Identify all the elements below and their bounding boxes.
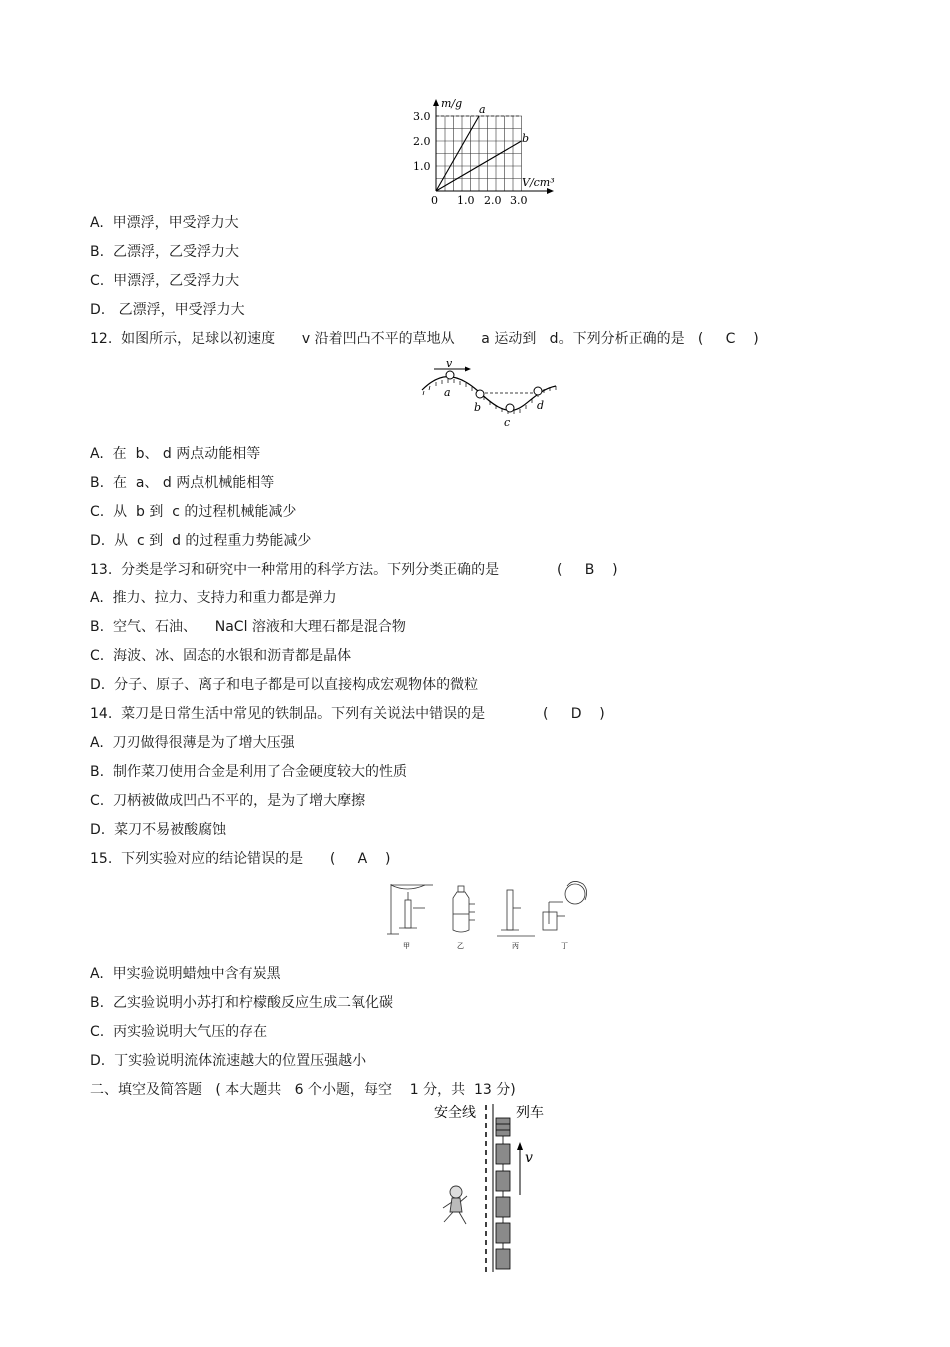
graph-grid — [436, 116, 522, 191]
c-label: c — [504, 416, 511, 429]
train-velocity-arrowhead — [517, 1142, 523, 1150]
q15-option-b: B. 乙实验说明小苏打和柠檬酸反应生成二氧化碳 — [90, 995, 393, 1011]
train-safety-figure — [430, 1100, 555, 1275]
q12-option-a: A. 在 b、 d 两点动能相等 — [90, 446, 261, 462]
mass-volume-graph — [410, 96, 570, 208]
origin-label: 0 — [431, 194, 438, 207]
q12-option-b: B. 在 a、 d 两点机械能相等 — [90, 475, 275, 491]
football-terrain-figure — [418, 358, 563, 430]
q13-option-c: C. 海波、冰、固态的水银和沥青都是晶体 — [90, 648, 352, 664]
experiment-jia — [387, 884, 433, 934]
a-label: a — [444, 386, 451, 399]
graph-svg — [410, 96, 570, 208]
v-label: v — [446, 358, 453, 370]
experiment-yi — [453, 886, 475, 932]
q12-stem: 12. 如图所示，足球以初速度 v 沿着凹凸不平的草地从 a 运动到 d。下列分析正确的是 ( C ) — [90, 331, 759, 347]
experiment-ding — [543, 881, 587, 930]
line-b-label: b — [522, 132, 530, 145]
q11-option-d: D. 乙漂浮，甲受浮力大 — [90, 302, 245, 318]
ding-label: 丁 — [561, 942, 568, 950]
experiment-bing — [497, 890, 535, 936]
q11-option-a: A. 甲漂浮，甲受浮力大 — [90, 215, 239, 231]
q14-option-d: D. 菜刀不易被酸腐蚀 — [90, 822, 227, 838]
ball-c — [506, 404, 514, 412]
ball-a — [446, 371, 454, 379]
train-label: 列车 — [516, 1105, 544, 1121]
q15-option-c: C. 丙实验说明大气压的存在 — [90, 1024, 268, 1040]
y-axis-label: m/g — [441, 97, 463, 110]
y-tick: 3.0 — [413, 110, 431, 123]
train-svg — [430, 1100, 555, 1275]
line-a-label: a — [479, 103, 486, 116]
d-label: d — [537, 399, 545, 412]
q13-option-a: A. 推力、拉力、支持力和重力都是弹力 — [90, 590, 337, 606]
q14-option-c: C. 刀柄被做成凹凸不平的，是为了增大摩擦 — [90, 793, 366, 809]
bing-label: 丙 — [512, 942, 519, 950]
q13-option-b: B. 空气、石油、 NaCl 溶液和大理石都是混合物 — [90, 619, 406, 635]
q12-option-c: C. 从 b 到 c 的过程机械能减少 — [90, 504, 297, 520]
x-tick: 1.0 — [457, 194, 475, 207]
q15-stem: 15. 下列实验对应的结论错误的是 ( A ) — [90, 851, 391, 867]
train-v-label: v — [525, 1150, 533, 1166]
y-tick: 2.0 — [413, 135, 431, 148]
safety-line-label: 安全线 — [434, 1105, 476, 1121]
yi-label: 乙 — [457, 942, 464, 950]
y-arrow — [433, 99, 439, 106]
q13-option-d: D. 分子、原子、离子和电子都是可以直接构成宏观物体的微粒 — [90, 677, 479, 693]
experiments-figure — [385, 878, 595, 950]
x-axis-label: V/cm³ — [522, 176, 555, 189]
experiments-svg — [385, 878, 595, 950]
b-label: b — [474, 401, 482, 414]
ball-d — [534, 387, 542, 395]
q13-stem: 13. 分类是学习和研究中一种常用的科学方法。下列分类正确的是 ( B ) — [90, 562, 618, 578]
jia-label: 甲 — [403, 942, 410, 950]
x-tick: 2.0 — [484, 194, 502, 207]
q14-stem: 14. 菜刀是日常生活中常见的铁制品。下列有关说法中错误的是 ( D ) — [90, 706, 605, 722]
q11-option-c: C. 甲漂浮，乙受浮力大 — [90, 273, 240, 289]
q14-option-a: A. 刀刃做得很薄是为了增大压强 — [90, 735, 295, 751]
section-2-heading: 二、填空及简答题 ( 本大题共 6 个小题，每空 1 分，共 13 分) — [90, 1082, 516, 1098]
x-tick: 3.0 — [510, 194, 528, 207]
terrain-svg — [418, 358, 563, 430]
q11-option-b: B. 乙漂浮，乙受浮力大 — [90, 244, 239, 260]
q12-option-d: D. 从 c 到 d 的过程重力势能减少 — [90, 533, 312, 549]
ball-b — [476, 390, 484, 398]
velocity-arrowhead — [465, 367, 471, 372]
y-tick: 1.0 — [413, 160, 431, 173]
q14-option-b: B. 制作菜刀使用合金是利用了合金硬度较大的性质 — [90, 764, 407, 780]
q15-option-d: D. 丁实验说明流体流速越大的位置压强越小 — [90, 1053, 367, 1069]
child-figure — [443, 1186, 467, 1224]
q15-option-a: A. 甲实验说明蜡烛中含有炭黑 — [90, 966, 281, 982]
